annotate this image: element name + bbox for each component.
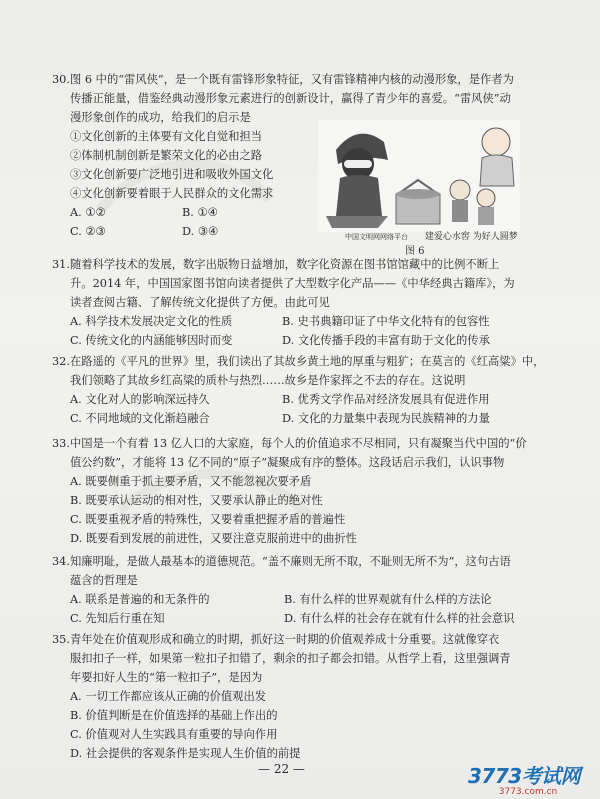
option-d: D. 既要看到发展的前进性，又要注意克服前进中的曲折性 xyxy=(70,532,357,545)
option-c: C. ②③ xyxy=(70,225,106,238)
question-text: 青年处在价值观形成和确立的时期，抓好这一时期的价值观养成十分重要。这就像穿衣 xyxy=(70,633,500,646)
statement: ④文化创新要着眼于人民群众的文化需求 xyxy=(70,187,274,200)
option-c: C. 传统文化的内涵能够因时而变 xyxy=(70,334,233,347)
cartoon-figure xyxy=(318,120,520,232)
question-text: 读者查阅古籍、了解传统文化提供了方便。由此可见 xyxy=(70,296,330,309)
option-a: A. 联系是普遍的和无条件的 xyxy=(70,593,210,606)
question-text: 知廉明耻，是做人最基本的道德规范。“盖不廉则无所不取，不耻则无所不为”，这句古语 xyxy=(70,555,511,568)
question-number: 32. xyxy=(52,355,70,368)
figure-caption: 中国文明网网络平台 建爱心水窖 为好人圆梦 xyxy=(345,232,518,242)
option-d: D. 有什么样的社会存在就有什么样的社会意识 xyxy=(284,612,515,625)
option-c: C. 价值观对人生实践具有重要的导向作用 xyxy=(70,728,278,741)
statement: ①文化创新的主体要有文化自觉和担当 xyxy=(70,130,263,143)
question-33 xyxy=(52,434,570,548)
page-number: — 22 — xyxy=(258,762,305,776)
question-text: 中国是一个有着 13 亿人口的大家庭，每个人的价值追求不尽相同，只有凝聚当代中国的“价 xyxy=(70,437,527,450)
question-number: 35. xyxy=(52,633,70,646)
question-32 xyxy=(52,352,570,428)
question-text: 升。2014 年，中国国家图书馆向读者提供了大型数字化产品——《中华经典古籍库》，为 xyxy=(70,277,515,290)
question-text: 年要扣好人生的“第一粒扣子”，是因为 xyxy=(70,671,263,684)
question-text: 服扣扣子一样，如果第一粒扣子扣错了，剩余的扣子都会扣错。从哲学上看，这里强调青 xyxy=(70,652,511,665)
option-b: B. 史书典籍印证了中华文化特有的包容性 xyxy=(282,315,490,328)
option-a: A. 文化对人的影响深远持久 xyxy=(70,393,210,406)
question-31 xyxy=(52,255,570,350)
option-d: D. 社会提供的客观条件是实现人生价值的前提 xyxy=(70,747,301,760)
question-text: 漫形象创作的成功，给我们的启示是 xyxy=(70,111,251,124)
option-b: B. 价值判断是在价值选择的基础上作出的 xyxy=(70,709,278,722)
option-c: C. 既要重视矛盾的特殊性，又要着重把握矛盾的普遍性 xyxy=(70,513,346,526)
option-d: D. ③④ xyxy=(182,225,219,238)
question-text: 值公约数”，才能将 13 亿不同的“原子”凝聚成有序的整体。这段话启示我们，认识事物 xyxy=(70,456,505,469)
statement: ②体制机制创新是繁荣文化的必由之路 xyxy=(70,149,263,162)
option-a: A. 科学技术发展决定文化的性质 xyxy=(70,315,233,328)
option-d: D. 文化传播手段的丰富有助于文化的传承 xyxy=(282,334,490,347)
question-text: 随着科学技术的发展，数字出版物日益增加，数字化资源在图书馆馆藏中的比例不断上 xyxy=(70,258,500,271)
question-number: 31. xyxy=(52,258,70,271)
elder-character xyxy=(480,128,514,186)
option-b: B. 优秀文学作品对经济发展具有促进作用 xyxy=(282,393,490,406)
question-text: 我们领略了其故乡红高粱的质朴与热烈……故乡是作家挥之不去的存在。这说明 xyxy=(70,374,466,387)
option-c: C. 先知后行重在知 xyxy=(70,612,165,625)
option-c: C. 不同地域的文化渐趋融合 xyxy=(70,412,210,425)
logo-url: 3773.com.cn xyxy=(498,787,558,797)
option-a: A. 一切工作都应该从正确的价值观出发 xyxy=(70,690,267,703)
question-35 xyxy=(52,630,570,763)
option-a: A. ①② xyxy=(70,206,106,219)
statement: ③文化创新要广泛地引进和吸收外国文化 xyxy=(70,168,274,181)
question-number: 33. xyxy=(52,437,70,450)
question-number: 34. xyxy=(52,555,70,568)
question-text: 蕴含的哲理是 xyxy=(70,574,138,587)
question-34 xyxy=(52,552,570,628)
option-d: D. 文化的力量集中表现为民族精神的力量 xyxy=(282,412,490,425)
question-text: 在路遥的《平凡的世界》里，我们读出了其故乡黄土地的厚重与粗犷；在莫言的《红高粱》中， xyxy=(70,355,545,368)
question-number: 30. xyxy=(52,73,70,86)
option-a: A. 既要侧重于抓主要矛盾，又不能忽视次要矛盾 xyxy=(70,475,312,488)
figure-label: 图 6 xyxy=(405,246,425,257)
option-b: B. ①④ xyxy=(182,206,218,219)
question-text: 图 6 中的“雷风侠”，是一个既有雷锋形象特征，又有雷锋精神内核的动漫形象，是作者为 xyxy=(70,73,514,86)
option-b: B. 既要承认运动的相对性，又要承认静止的绝对性 xyxy=(70,494,323,507)
logo-text: 3773考试网 xyxy=(468,764,581,788)
site-logo xyxy=(468,760,588,798)
question-text: 传播正能量，借鉴经典动漫形象元素进行的创新设计，赢得了青少年的喜爱。“雷风侠”动 xyxy=(70,92,511,105)
option-b: B. 有什么样的世界观就有什么样的方法论 xyxy=(284,593,492,606)
